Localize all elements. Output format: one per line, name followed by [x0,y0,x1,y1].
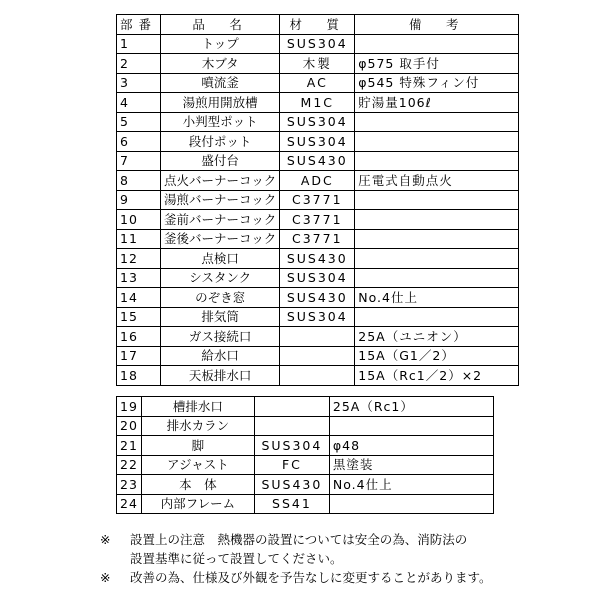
material-cell: SUS304 [280,132,355,152]
part-name-cell: 給水口 [161,346,280,366]
part-name-cell: 排気筒 [161,307,280,327]
material-cell [254,397,329,417]
table-row [117,210,519,230]
material-cell: SS41 [254,494,329,514]
table-row [117,54,519,74]
part-no-cell: 24 [117,494,142,514]
table-row [117,171,519,191]
table-row [117,327,519,347]
remarks-cell [355,307,519,327]
material-cell: C3771 [280,190,355,210]
part-no-cell: 23 [117,475,142,495]
part-no-cell: 21 [117,436,142,456]
remarks-cell: 15A（Rc1／2）×2 [355,366,519,386]
part-name-cell: のぞき窓 [161,288,280,308]
table-row [117,397,494,417]
part-name-cell: アジャスト [141,455,254,475]
table-row [117,307,519,327]
material-cell: SUS304 [280,112,355,132]
part-no-cell: 14 [117,288,161,308]
table-row [117,112,519,132]
note-2-text: 改善の為、仕様及び外観を予告なしに変更することがあります。 [130,570,492,585]
material-cell: 木製 [280,54,355,74]
part-name-cell: 点検口 [161,249,280,269]
table-row [117,494,494,514]
table-row [117,151,519,171]
part-name-cell: 小判型ポット [161,112,280,132]
table-row [117,288,519,308]
remarks-cell: 貯湯量106ℓ [355,93,519,113]
material-cell: SUS430 [280,288,355,308]
part-name-cell: 湯煎バーナーコック [161,190,280,210]
table-row [117,73,519,93]
remarks-cell: No.4仕上 [329,475,493,495]
material-cell: AC [280,73,355,93]
remarks-cell [355,190,519,210]
remarks-cell [329,494,493,514]
part-name-cell: 釜前バーナーコック [161,210,280,230]
part-name-cell: 天板排水口 [161,366,280,386]
part-no-cell: 6 [117,132,161,152]
part-name-cell: 点火バーナーコック [161,171,280,191]
part-name-cell: 噴流釜 [161,73,280,93]
part-name-cell: トップ [161,34,280,54]
table-row [117,132,519,152]
part-name-cell: 排水カラン [141,416,254,436]
part-no-cell: 15 [117,307,161,327]
material-cell [254,416,329,436]
part-no-cell: 11 [117,229,161,249]
part-no-cell: 4 [117,93,161,113]
part-no-cell: 5 [117,112,161,132]
header-part-name: 品 名 [161,15,280,35]
material-cell: C3771 [280,210,355,230]
header-material: 材 質 [280,15,355,35]
part-no-cell: 1 [117,34,161,54]
material-cell: SUS304 [280,34,355,54]
parts-table-1 [116,14,519,386]
part-name-cell: 釜後バーナーコック [161,229,280,249]
remarks-cell: 黒塗装 [329,455,493,475]
note-1 [100,530,492,549]
material-cell [280,366,355,386]
remarks-cell [355,151,519,171]
part-no-cell: 10 [117,210,161,230]
material-cell [280,346,355,366]
part-name-cell: 湯煎用開放槽 [161,93,280,113]
header-part-no: 部番 [117,15,161,35]
part-no-cell: 12 [117,249,161,269]
material-cell: FC [254,455,329,475]
part-no-cell: 18 [117,366,161,386]
header-remarks: 備 考 [355,15,519,35]
note-mark: ※ [100,570,111,585]
remarks-cell: φ48 [329,436,493,456]
part-no-cell: 16 [117,327,161,347]
table-row [117,346,519,366]
part-no-cell: 3 [117,73,161,93]
table-row [117,366,519,386]
material-cell [280,327,355,347]
remarks-cell: φ575 取手付 [355,54,519,74]
part-no-cell: 7 [117,151,161,171]
part-no-cell: 8 [117,171,161,191]
part-no-cell: 13 [117,268,161,288]
remarks-cell: φ545 特殊フィン付 [355,73,519,93]
material-cell: ADC [280,171,355,191]
material-cell: SUS430 [280,249,355,269]
note-1-continued: 設置基準に従って設置してください。 [130,551,343,566]
material-cell: C3771 [280,229,355,249]
note-1-text: 設置上の注意 熱機器の設置については安全の為、消防法の [130,532,468,547]
remarks-cell: 25A（Rc1） [329,397,493,417]
remarks-cell: 圧電式自動点火 [355,171,519,191]
part-name-cell: 段付ポット [161,132,280,152]
table-header-row [117,15,519,35]
part-no-cell: 17 [117,346,161,366]
table-row [117,455,494,475]
part-no-cell: 19 [117,397,142,417]
part-no-cell: 9 [117,190,161,210]
remarks-cell: 15A（G1／2） [355,346,519,366]
remarks-cell: No.4仕上 [355,288,519,308]
remarks-cell [329,416,493,436]
notes-section [100,530,492,587]
remarks-cell [355,210,519,230]
part-no-cell: 2 [117,54,161,74]
part-name-cell: ガス接続口 [161,327,280,347]
note-2 [100,568,492,587]
material-cell: SUS430 [280,151,355,171]
table-row [117,416,494,436]
table-row [117,229,519,249]
table-row [117,249,519,269]
table-row [117,34,519,54]
note-mark: ※ [100,532,111,547]
material-cell: SUS304 [280,307,355,327]
part-no-cell: 22 [117,455,142,475]
remarks-cell [355,268,519,288]
remarks-cell: 25A（ユニオン） [355,327,519,347]
table-row [117,190,519,210]
part-name-cell: 槽排水口 [141,397,254,417]
table-row [117,268,519,288]
part-name-cell: 内部フレーム [141,494,254,514]
parts-table-2 [116,396,494,514]
part-name-cell: シスタンク [161,268,280,288]
part-name-cell: 盛付台 [161,151,280,171]
table-row [117,475,494,495]
part-name-cell: 木ブタ [161,54,280,74]
material-cell: SUS304 [254,436,329,456]
table-row [117,436,494,456]
remarks-cell [355,112,519,132]
remarks-cell [355,229,519,249]
remarks-cell [355,132,519,152]
material-cell: M1C [280,93,355,113]
material-cell: SUS430 [254,475,329,495]
part-name-cell: 本 体 [141,475,254,495]
part-no-cell: 20 [117,416,142,436]
remarks-cell [355,34,519,54]
table-row [117,93,519,113]
part-name-cell: 脚 [141,436,254,456]
material-cell: SUS304 [280,268,355,288]
remarks-cell [355,249,519,269]
